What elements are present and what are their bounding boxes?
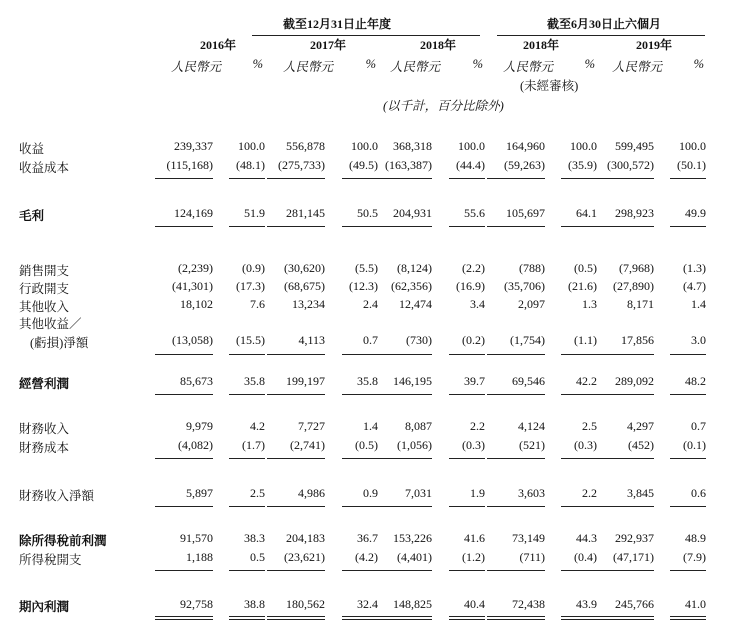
operating-profit-below-rule [670,394,706,395]
operating-profit-h2018-pct: 42.2 [576,374,597,388]
cost-of-revenue-h2019-amount: (300,572) [607,158,654,172]
cost-of-revenue-2018-amount: (163,387) [385,158,432,172]
income-tax-label: 所得稅開支 [19,553,82,567]
selling-expenses-h2019-amount: (7,968) [619,261,654,275]
net-finance-above-rule [449,458,485,459]
income-tax-h2018-amount: (711) [519,550,545,564]
gross-profit-below-rule [229,226,265,227]
year-header-4: 2019年 [635,38,672,52]
gross-profit-below-rule [374,226,432,227]
profit-period-below-rule [267,616,325,617]
profit-before-tax-2018-amount: 153,226 [393,531,432,545]
selling-expenses-2017-pct: (5.5) [355,261,378,275]
income-tax-2016-amount: 1,188 [186,550,213,564]
net-finance-income-h2018-amount: 3,603 [518,486,545,500]
net-finance-below-rule [267,506,325,507]
gross-profit-above-rule [596,178,654,179]
year-header-2: 2018年 [419,38,456,52]
other-income-h2018-pct: 1.3 [582,297,597,311]
revenue-label: 收益 [19,142,45,156]
profit-period-below-rule [229,619,265,620]
finance-income-h2018-pct: 2.5 [582,419,597,433]
net-finance-above-rule [267,458,325,459]
finance-costs-2017-pct: (0.5) [355,438,378,452]
income-tax-h2018-pct: (0.4) [574,550,597,564]
operating-profit-2016-amount: 85,673 [180,374,213,388]
profit-period-below-rule [487,616,545,617]
profit-for-period-label: 期內利潤 [19,600,70,614]
revenue-2018-amount: 368,318 [393,139,432,153]
net-finance-below-rule [596,506,654,507]
other-income-2016-amount: 18,102 [180,297,213,311]
gross-profit-h2018-pct: 64.1 [576,206,597,220]
other-income-h2019-amount: 8,171 [627,297,654,311]
cost-of-revenue-h2019-pct: (50.1) [677,158,706,172]
net-finance-below-rule [155,506,213,507]
percent-header: % [252,57,263,71]
net-finance-above-rule [229,458,265,459]
selling-expenses-label: 銷售開支 [19,264,70,278]
finance-income-h2018-amount: 4,124 [518,419,545,433]
gross-profit-h2019-amount: 298,923 [615,206,654,220]
profit-before-tax-h2018-amount: 73,149 [512,531,545,545]
finance-costs-2018-pct: (0.3) [462,438,485,452]
period-half-header: 截至6月30日止六個月 [547,17,662,31]
gross-profit-below-rule [267,226,325,227]
gross-profit-2018-pct: 55.6 [464,206,485,220]
profit-before-tax-2017-amount: 204,183 [286,531,325,545]
net-finance-below-rule [229,506,265,507]
gross-profit-above-rule [561,178,597,179]
net-finance-above-rule [155,458,213,459]
finance-income-h2019-amount: 4,297 [627,419,654,433]
net-finance-above-rule [487,458,545,459]
net-finance-below-rule [487,506,545,507]
cost-of-revenue-2016-amount: (115,168) [166,158,213,172]
profit-period-below-rule [561,619,597,620]
operating-profit-above-rule [596,354,654,355]
operating-profit-h2018-amount: 69,546 [512,374,545,388]
admin-expenses-2018-pct: (16.9) [456,279,485,293]
profit-before-tax-h2019-pct: 48.9 [685,531,706,545]
gross-profit-above-rule [229,178,265,179]
finance-income-2018-amount: 8,087 [405,419,432,433]
other-gains-losses-h2019-pct: 3.0 [691,333,706,347]
operating-profit-h2019-amount: 289,092 [615,374,654,388]
profit-period-above-rule [449,570,485,571]
profit-for-period-h2018-pct: 43.9 [576,597,597,611]
finance-costs-h2019-pct: (0.1) [683,438,706,452]
cost-of-revenue-h2018-pct: (35.9) [568,158,597,172]
unaudited-note: (未經審核) [520,79,579,93]
income-tax-2018-pct: (1.2) [462,550,485,564]
profit-before-tax-label: 除所得稅前利潤 [19,534,107,548]
net-finance-below-rule [374,506,432,507]
profit-period-below-rule [670,616,706,617]
currency-header: 人民幣元 [389,60,440,74]
profit-period-below-rule [487,619,545,620]
other-income-h2019-pct: 1.4 [691,297,706,311]
selling-expenses-h2019-pct: (1.3) [683,261,706,275]
operating-profit-above-rule [487,354,545,355]
profit-period-above-rule [670,570,706,571]
net-finance-below-rule [449,506,485,507]
gross-profit-below-rule [487,226,545,227]
net-finance-income-2018-pct: 1.9 [470,486,485,500]
admin-expenses-2016-pct: (17.3) [236,279,265,293]
net-finance-income-label: 財務收入淨額 [19,489,95,503]
net-finance-income-h2018-pct: 2.2 [582,486,597,500]
profit-period-below-rule [561,616,597,617]
profit-period-below-rule [342,619,378,620]
finance-income-2017-amount: 7,727 [298,419,325,433]
gross-profit-above-rule [670,178,706,179]
gross-profit-above-rule [267,178,325,179]
gross-profit-2016-pct: 51.9 [244,206,265,220]
cost-of-revenue-h2018-amount: (59,263) [504,158,545,172]
other-income-2018-amount: 12,474 [399,297,432,311]
net-finance-income-h2019-amount: 3,845 [627,486,654,500]
percent-header: % [584,57,595,71]
profit-for-period-2016-pct: 38.8 [244,597,265,611]
income-tax-2017-pct: (4.2) [355,550,378,564]
operating-profit-below-rule [267,394,325,395]
operating-profit-2018-pct: 39.7 [464,374,485,388]
profit-for-period-2018-amount: 148,825 [393,597,432,611]
selling-expenses-2018-amount: (8,124) [397,261,432,275]
revenue-2016-pct: 100.0 [238,139,265,153]
net-finance-above-rule [596,458,654,459]
gross-profit-below-rule [155,226,213,227]
net-finance-income-2018-amount: 7,031 [405,486,432,500]
profit-period-below-rule [449,616,485,617]
net-finance-below-rule [670,506,706,507]
gross-profit-above-rule [449,178,485,179]
operating-profit-above-rule [155,354,213,355]
profit-period-below-rule [449,619,485,620]
profit-period-below-rule [596,616,654,617]
cost-of-revenue-2017-amount: (275,733) [278,158,325,172]
currency-header: 人民幣元 [170,60,221,74]
operating-profit-below-rule [561,394,597,395]
gross-profit-below-rule [342,226,378,227]
year-header-1: 2017年 [309,38,346,52]
operating-profit-below-rule [374,394,432,395]
net-finance-above-rule [342,458,378,459]
finance-costs-2018-amount: (1,056) [397,438,432,452]
other-gains-losses-h2018-amount: (1,754) [510,333,545,347]
profit-for-period-h2019-pct: 41.0 [685,597,706,611]
period-annual-header: 截至12月31日止年度 [283,17,392,31]
net-finance-below-rule [342,506,378,507]
operating-profit-above-rule [449,354,485,355]
cost-of-revenue-2018-pct: (44.4) [456,158,485,172]
selling-expenses-2016-pct: (0.9) [242,261,265,275]
operating-profit-label: 經營利潤 [19,377,70,391]
operating-profit-below-rule [155,394,213,395]
finance-costs-label: 財務成本 [19,441,70,455]
profit-period-below-rule [155,616,213,617]
gross-profit-h2019-pct: 49.9 [685,206,706,220]
admin-expenses-h2018-pct: (21.6) [568,279,597,293]
unit-note: (以千計，百分比除外) [383,99,504,113]
admin-expenses-2017-amount: (68,675) [284,279,325,293]
profit-period-above-rule [229,570,265,571]
currency-header: 人民幣元 [611,60,662,74]
profit-before-tax-h2019-amount: 292,937 [615,531,654,545]
percent-header: % [472,57,483,71]
operating-profit-below-rule [229,394,265,395]
cost-of-revenue-label: 收益成本 [19,161,70,175]
profit-for-period-h2019-amount: 245,766 [615,597,654,611]
other-income-2016-pct: 7.6 [250,297,265,311]
profit-period-above-rule [561,570,597,571]
admin-expenses-label: 行政開支 [19,282,70,296]
net-finance-below-rule [561,506,597,507]
percent-header: % [693,57,704,71]
finance-costs-h2018-pct: (0.3) [574,438,597,452]
operating-profit-below-rule [596,394,654,395]
finance-income-2016-amount: 9,979 [186,419,213,433]
operating-profit-below-rule [487,394,545,395]
operating-profit-above-rule [342,354,378,355]
other-income-h2018-amount: 2,097 [518,297,545,311]
operating-profit-2018-amount: 146,195 [393,374,432,388]
net-finance-income-2016-amount: 5,897 [186,486,213,500]
profit-period-below-rule [342,616,378,617]
profit-before-tax-2016-pct: 38.3 [244,531,265,545]
profit-before-tax-h2018-pct: 44.3 [576,531,597,545]
gross-profit-2018-amount: 204,931 [393,206,432,220]
finance-income-2018-pct: 2.2 [470,419,485,433]
year-header-3: 2018年 [522,38,559,52]
income-tax-2016-pct: 0.5 [250,550,265,564]
currency-header: 人民幣元 [282,60,333,74]
admin-expenses-h2019-pct: (4.7) [683,279,706,293]
revenue-h2019-pct: 100.0 [679,139,706,153]
operating-profit-below-rule [342,394,378,395]
profit-before-tax-2016-amount: 91,570 [180,531,213,545]
operating-profit-2017-pct: 35.8 [357,374,378,388]
profit-period-below-rule [596,619,654,620]
gross-profit-label: 毛利 [19,209,45,223]
profit-period-above-rule [267,570,325,571]
finance-income-2017-pct: 1.4 [363,419,378,433]
revenue-h2018-amount: 164,960 [506,139,545,153]
profit-period-below-rule [670,619,706,620]
currency-header: 人民幣元 [502,60,553,74]
other-income-2018-pct: 3.4 [470,297,485,311]
gross-profit-above-rule [342,178,378,179]
revenue-2017-amount: 556,878 [286,139,325,153]
profit-for-period-2018-pct: 40.4 [464,597,485,611]
net-finance-above-rule [561,458,597,459]
income-tax-h2019-pct: (7.9) [683,550,706,564]
net-finance-income-h2019-pct: 0.6 [691,486,706,500]
other-income-label: 其他收入 [19,300,70,314]
percent-header: % [365,57,376,71]
gross-profit-below-rule [561,226,597,227]
finance-costs-2016-amount: (4,082) [178,438,213,452]
operating-profit-2016-pct: 35.8 [244,374,265,388]
gross-profit-2017-pct: 50.5 [357,206,378,220]
cost-of-revenue-2017-pct: (49.5) [349,158,378,172]
profit-period-above-rule [155,570,213,571]
profit-for-period-2017-amount: 180,562 [286,597,325,611]
other-income-2017-pct: 2.4 [363,297,378,311]
profit-period-above-rule [374,570,432,571]
operating-profit-above-rule [670,354,706,355]
revenue-2016-amount: 239,337 [174,139,213,153]
operating-profit-h2019-pct: 48.2 [685,374,706,388]
selling-expenses-2016-amount: (2,239) [178,261,213,275]
selling-expenses-2018-pct: (2.2) [462,261,485,275]
operating-profit-above-rule [374,354,432,355]
income-tax-h2019-amount: (47,171) [613,550,654,564]
other-gains-losses-label: 其他收益／ [19,317,82,331]
operating-profit-below-rule [449,394,485,395]
cost-of-revenue-2016-pct: (48.1) [236,158,265,172]
gross-profit-h2018-amount: 105,697 [506,206,545,220]
profit-before-tax-2018-pct: 41.6 [464,531,485,545]
other-gains-losses-2017-pct: 0.7 [363,333,378,347]
gross-profit-below-rule [596,226,654,227]
other-gains-losses-h2019-amount: 17,856 [621,333,654,347]
finance-income-label: 財務收入 [19,422,70,436]
revenue-2017-pct: 100.0 [351,139,378,153]
net-finance-income-2017-pct: 0.9 [363,486,378,500]
operating-profit-2017-amount: 199,197 [286,374,325,388]
revenue-h2019-amount: 599,495 [615,139,654,153]
profit-for-period-2016-amount: 92,758 [180,597,213,611]
finance-income-h2019-pct: 0.7 [691,419,706,433]
income-tax-2018-amount: (4,401) [397,550,432,564]
other-gains-losses-label-line2: (虧損)淨額 [30,336,89,350]
other-gains-losses-2016-amount: (13,058) [172,333,213,347]
other-gains-losses-h2018-pct: (1.1) [574,333,597,347]
profit-period-below-rule [374,619,432,620]
income-tax-2017-amount: (23,621) [284,550,325,564]
selling-expenses-h2018-amount: (788) [519,261,545,275]
operating-profit-above-rule [267,354,325,355]
gross-profit-2017-amount: 281,145 [286,206,325,220]
profit-for-period-h2018-amount: 72,438 [512,597,545,611]
profit-period-above-rule [596,570,654,571]
profit-period-above-rule [487,570,545,571]
admin-expenses-2016-amount: (41,301) [172,279,213,293]
finance-costs-2016-pct: (1.7) [242,438,265,452]
finance-costs-2017-amount: (2,741) [290,438,325,452]
selling-expenses-h2018-pct: (0.5) [574,261,597,275]
admin-expenses-h2019-amount: (27,890) [613,279,654,293]
other-income-2017-amount: 13,234 [292,297,325,311]
admin-expenses-h2018-amount: (35,706) [504,279,545,293]
gross-profit-below-rule [670,226,706,227]
other-gains-losses-2018-pct: (0.2) [462,333,485,347]
gross-profit-above-rule [155,178,213,179]
gross-profit-above-rule [487,178,545,179]
profit-period-below-rule [155,619,213,620]
net-finance-income-2017-amount: 4,986 [298,486,325,500]
revenue-h2018-pct: 100.0 [570,139,597,153]
profit-period-below-rule [374,616,432,617]
revenue-2018-pct: 100.0 [458,139,485,153]
operating-profit-above-rule [229,354,265,355]
net-finance-above-rule [374,458,432,459]
other-gains-losses-2016-pct: (15.5) [236,333,265,347]
year-header-0: 2016年 [199,38,236,52]
net-finance-above-rule [670,458,706,459]
finance-costs-h2018-amount: (521) [519,438,545,452]
finance-costs-h2019-amount: (452) [628,438,654,452]
gross-profit-below-rule [449,226,485,227]
other-gains-losses-2017-amount: 4,113 [298,333,325,347]
admin-expenses-2018-amount: (62,356) [391,279,432,293]
profit-period-above-rule [342,570,378,571]
selling-expenses-2017-amount: (30,620) [284,261,325,275]
admin-expenses-2017-pct: (12.3) [349,279,378,293]
profit-period-below-rule [267,619,325,620]
operating-profit-above-rule [561,354,597,355]
finance-income-2016-pct: 4.2 [250,419,265,433]
gross-profit-above-rule [374,178,432,179]
profit-for-period-2017-pct: 32.4 [357,597,378,611]
gross-profit-2016-amount: 124,169 [174,206,213,220]
profit-period-below-rule [229,616,265,617]
net-finance-income-2016-pct: 2.5 [250,486,265,500]
profit-before-tax-2017-pct: 36.7 [357,531,378,545]
other-gains-losses-2018-amount: (730) [406,333,432,347]
